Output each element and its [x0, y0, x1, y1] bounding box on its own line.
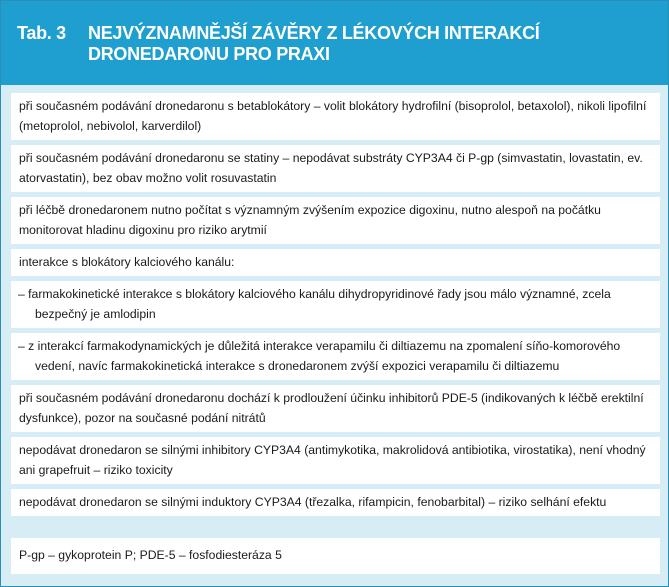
table-row-dihydropyridines: – farmakokinetické interakce s blokátory kalciového kanálu dihydropyridinové řady jsou málo významné, zcela bezpečný je amlodipin: [11, 281, 660, 328]
table-footnote: P-gp – gykoprotein P; PDE-5 – fosfodiesteráza 5: [11, 538, 660, 574]
table-row-digoxin: při léčbě dronedaronem nutno počítat s významným zvýšením expozice digoxinu, nutno alespoň na počátku monitorovat hladinu digoxinu pro riziko arytmií: [11, 197, 660, 244]
table-number-label: Tab. 3: [17, 23, 66, 43]
table-header: [1, 1, 668, 85]
table-row-cyp3a4-inducers: nepodávat dronedaron se silnými induktory CYP3A4 (třezalka, rifampicin, fenobarbital) – riziko selhání efektu: [11, 489, 660, 516]
table-row-statins: při současném podávání dronedaronu se statiny – nepodávat substráty CYP3A4 či P-gp (simvastatin, lovastatin, ev. atorvastatin), bez obav možno volit rosuvastatin: [11, 145, 660, 192]
table-row-betablockers: při současném podávání dronedaronu s betablokátory – volit blokátory hydrofilní (bisoprolol, betaxolol), nikoli lipofilní (metoprolol, nebivolol, karverdilol): [11, 93, 660, 140]
table-row-verapamil-diltiazem: – z interakcí farmakodynamických je důležitá interakce verapamilu či diltiazemu na zpomalení síňo-komorového vedení, navíc farmakokinetická interakce s dronedaronem zvýší expozici verapamilu či diltiazemu: [11, 333, 660, 380]
table-row-pde5: při současném podávání dronedaronu dochází k prodloužení účinku inhibitorů PDE-5 (indikovaných k léčbě erektilní dysfunkce), pozor na současné podání nitrátů: [11, 385, 660, 432]
table-row-calcium-blockers-heading: interakce s blokátory kalciového kanálu:: [11, 249, 660, 276]
table-title: NEJVÝZNAMNĚJŠÍ ZÁVĚRY Z LÉKOVÝCH INTERAKCÍ DRONEDARONU PRO PRAXI: [88, 23, 540, 64]
table-rows: [11, 93, 660, 521]
table-row-cyp3a4-inhibitors: nepodávat dronedaron se silnými inhibitory CYP3A4 (antimykotika, makrolidová antibiotika, virostatika), není vhodný ani grapefruit – riziko toxicity: [11, 437, 660, 484]
